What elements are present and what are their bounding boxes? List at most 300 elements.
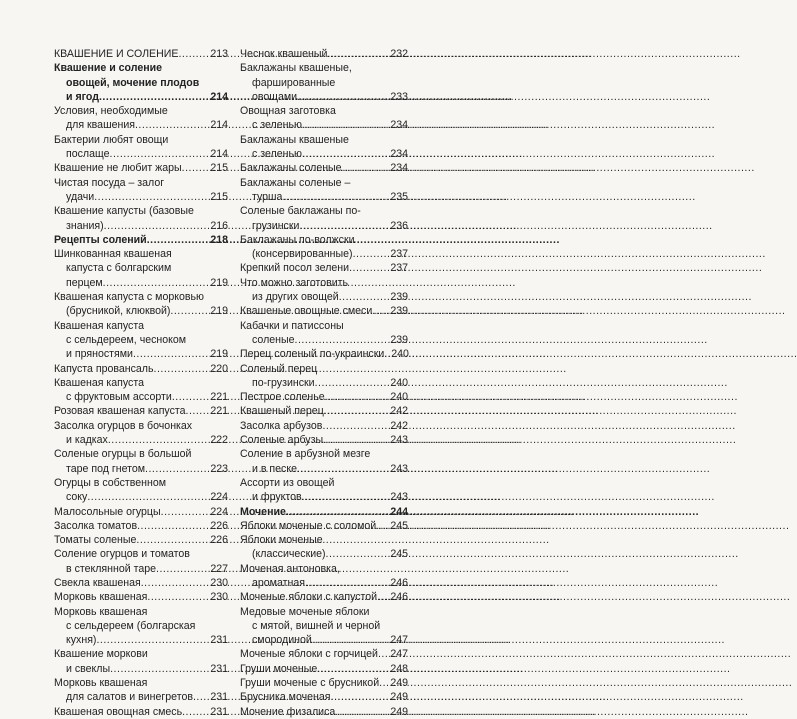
toc-entry xyxy=(240,304,408,318)
toc-entry-line: Медовые моченые яблоки xyxy=(240,605,370,618)
toc-entry-last-line xyxy=(240,705,408,719)
toc-leader-dots xyxy=(137,519,209,533)
toc-entry-line: Соление в арбузной мезге xyxy=(240,448,371,461)
toc-entry-title: Капуста провансаль xyxy=(54,362,154,375)
toc-leader-dots xyxy=(295,333,390,347)
toc-entry-title: смородиной xyxy=(252,634,312,647)
toc-entry-title: Мочение физалиса xyxy=(240,705,336,718)
toc-leader-dots xyxy=(335,705,389,719)
toc-leader-dots xyxy=(353,247,390,261)
toc-entry-last-line xyxy=(240,261,408,275)
toc-leader-dots xyxy=(312,633,390,647)
toc-entry xyxy=(54,47,228,61)
toc-entry xyxy=(240,705,408,719)
toc-page-number: 249 xyxy=(390,705,408,718)
toc-entry-last-line xyxy=(54,490,228,504)
toc-entry-line: фаршированные xyxy=(252,76,336,89)
toc-entry xyxy=(240,605,408,648)
toc-page-number: 231 xyxy=(210,691,228,704)
toc-entry-last-line xyxy=(240,590,408,604)
toc-entry-title: послаще xyxy=(66,148,110,161)
toc-entry xyxy=(240,61,408,104)
toc-entry xyxy=(54,590,228,604)
toc-entry xyxy=(54,476,228,505)
toc-leader-dots xyxy=(305,576,389,590)
toc-page-number: 239 xyxy=(390,305,408,318)
toc-page-number: 237 xyxy=(390,262,408,275)
toc-entry-last-line xyxy=(240,505,408,519)
toc-entry-line: Огурцы в собственном xyxy=(54,476,167,489)
toc-entry xyxy=(54,519,228,533)
toc-entry-title: и в песке xyxy=(252,462,298,475)
toc-entry-title: Мочение xyxy=(240,505,286,518)
toc-leader-dots xyxy=(302,147,389,161)
toc-leader-dots xyxy=(154,362,210,376)
toc-entry-title: овощами xyxy=(252,90,298,103)
toc-page-number: 220 xyxy=(210,362,228,375)
toc-page-number: 230 xyxy=(210,591,228,604)
toc-page-number: 248 xyxy=(390,662,408,675)
toc-page-number: 222 xyxy=(210,434,228,447)
toc-leader-dots xyxy=(193,690,209,704)
toc-entry-last-line xyxy=(54,662,228,676)
toc-entry xyxy=(240,505,408,519)
toc-page-number: 219 xyxy=(210,276,228,289)
toc-leader-dots xyxy=(324,404,390,418)
toc-entry xyxy=(240,662,408,676)
toc-entry-title: для салатов и винегретов xyxy=(66,691,193,704)
toc-leader-dots xyxy=(282,190,389,204)
toc-entry-line: Морковь квашеная xyxy=(54,677,148,690)
toc-entry-line: Баклажаны квашеные, xyxy=(240,62,352,75)
toc-entry xyxy=(54,647,228,676)
toc-entry-last-line xyxy=(54,633,228,647)
toc-entry-last-line xyxy=(240,247,408,261)
toc-entry-line: с сельдереем (болгарская xyxy=(66,619,196,632)
toc-page-number: 233 xyxy=(390,90,408,103)
toc-leader-dots xyxy=(135,118,209,132)
toc-entry xyxy=(54,247,228,290)
toc-entry-line: Квашеная капуста с морковью xyxy=(54,291,204,304)
toc-entry-last-line xyxy=(54,304,228,318)
toc-entry-line: Что можно заготовить xyxy=(240,276,349,289)
toc-entry xyxy=(54,705,228,719)
toc-entry-last-line xyxy=(240,462,408,476)
toc-entry-last-line xyxy=(54,505,228,519)
toc-entry-last-line xyxy=(240,147,408,161)
toc-entry xyxy=(240,319,408,348)
toc-entry-last-line xyxy=(54,362,228,376)
toc-entry-title: для квашения xyxy=(66,119,135,132)
toc-entry xyxy=(240,276,408,305)
toc-entry-title: с фруктовым ассорти xyxy=(66,391,172,404)
toc-entry-last-line xyxy=(240,290,408,304)
toc-entry-last-line xyxy=(54,118,228,132)
toc-entry xyxy=(240,476,408,505)
toc-entry-line: Ассорти из овощей xyxy=(240,476,335,489)
toc-entry-last-line xyxy=(240,404,408,418)
toc-entry-title: соленые xyxy=(252,333,295,346)
toc-entry-title: и свеклы xyxy=(66,662,111,675)
toc-entry-title: Малосольные огурцы xyxy=(54,505,161,518)
toc-entry xyxy=(240,204,408,233)
toc-leader-dots xyxy=(302,490,390,504)
toc-entry-line: Чистая посуда – залог xyxy=(54,176,165,189)
toc-entry-last-line xyxy=(240,633,408,647)
toc-entry-line: Условия, необходимые xyxy=(54,105,168,118)
toc-entry-title: по-грузински xyxy=(252,376,315,389)
toc-leader-dots xyxy=(286,505,389,519)
toc-entry-last-line xyxy=(240,118,408,132)
toc-entry xyxy=(54,176,228,205)
toc-leader-dots xyxy=(302,118,389,132)
toc-entry-title: Свекла квашеная xyxy=(54,576,141,589)
toc-leader-dots xyxy=(147,590,209,604)
toc-entry-last-line xyxy=(240,376,408,390)
toc-entry-last-line xyxy=(240,219,408,233)
toc-entry-title: Моченые яблоки с капустой xyxy=(240,591,378,604)
toc-page-number: 231 xyxy=(210,634,228,647)
toc-leader-dots xyxy=(141,576,210,590)
toc-entry-last-line xyxy=(54,161,228,175)
toc-entry-title: Груши моченые xyxy=(240,662,318,675)
toc-page-number: 239 xyxy=(390,291,408,304)
toc-entry-line: с сельдереем, чесноком xyxy=(66,333,187,346)
toc-leader-dots xyxy=(182,705,209,719)
toc-entry xyxy=(54,505,228,519)
toc-entry-last-line xyxy=(240,676,408,690)
toc-entry-last-line xyxy=(54,462,228,476)
toc-entry-line: Соленые баклажаны по- xyxy=(240,205,361,218)
toc-leader-dots xyxy=(110,662,209,676)
toc-entry-title: соку xyxy=(66,491,88,504)
toc-page-number: 231 xyxy=(210,705,228,718)
toc-entry xyxy=(54,104,228,133)
toc-page-number: 242 xyxy=(390,419,408,432)
toc-entry-title: Засолка арбузов xyxy=(240,419,323,432)
toc-entry-title: Моченые яблоки с горчицей xyxy=(240,648,378,661)
toc-entry-last-line xyxy=(240,433,408,447)
toc-entry-last-line xyxy=(240,519,408,533)
toc-entry xyxy=(54,61,228,104)
toc-entry-last-line xyxy=(54,90,228,104)
toc-page-number: 242 xyxy=(390,405,408,418)
toc-entry-line: Кабачки и патиссоны xyxy=(240,319,344,332)
toc-entry-title: и пряностями xyxy=(66,348,133,361)
toc-entry-title: Квашеная овощная смесь xyxy=(54,705,183,718)
toc-page-number: 215 xyxy=(210,162,228,175)
toc-leader-dots xyxy=(331,690,390,704)
toc-page-number: 246 xyxy=(390,576,408,589)
toc-entry-title: Брусника моченая xyxy=(240,691,331,704)
toc-entry-title: Перец соленый по-украински xyxy=(240,348,385,361)
toc-leader-dots xyxy=(108,433,209,447)
toc-leader-dots xyxy=(103,276,210,290)
toc-entry xyxy=(54,376,228,405)
toc-page-number: 247 xyxy=(390,648,408,661)
toc-entry-last-line xyxy=(240,190,408,204)
toc-leader-dots xyxy=(299,219,389,233)
toc-entry-title: и ягод xyxy=(66,90,99,103)
toc-entry-line: Морковь квашеная xyxy=(54,605,148,618)
toc-entry xyxy=(240,404,408,418)
toc-leader-dots xyxy=(156,562,209,576)
toc-entry-last-line xyxy=(54,433,228,447)
toc-entry xyxy=(54,290,228,319)
toc-entry xyxy=(54,204,228,233)
toc-entry-last-line xyxy=(54,576,228,590)
toc-entry-title: с зеленью xyxy=(252,148,302,161)
toc-page-number: 214 xyxy=(210,90,228,103)
toc-page-number: 237 xyxy=(390,248,408,261)
toc-leader-dots xyxy=(315,376,390,390)
toc-leader-dots xyxy=(133,347,209,361)
toc-entry-last-line xyxy=(240,576,408,590)
toc-right-column xyxy=(240,47,408,719)
toc-entry xyxy=(240,161,408,175)
toc-entry-last-line xyxy=(54,404,228,418)
toc-page-number: 224 xyxy=(210,491,228,504)
toc-page-number: 214 xyxy=(210,119,228,132)
toc-entry xyxy=(240,362,408,391)
toc-entry-last-line xyxy=(54,705,228,719)
toc-entry xyxy=(240,390,408,404)
toc-entry-last-line xyxy=(240,161,408,175)
toc-page-number: 243 xyxy=(390,491,408,504)
toc-entry-last-line xyxy=(54,233,228,247)
toc-page-number: 231 xyxy=(210,662,228,675)
toc-page-number: 234 xyxy=(390,162,408,175)
toc-entry-title: с зеленью xyxy=(252,119,302,132)
toc-page-number: 239 xyxy=(390,333,408,346)
toc-entry xyxy=(240,433,408,447)
toc-entry-line: Соленые огурцы в большой xyxy=(54,448,192,461)
toc-leader-dots xyxy=(349,261,389,275)
toc-page-number: 215 xyxy=(210,190,228,203)
toc-leader-dots xyxy=(378,647,389,661)
toc-left-column xyxy=(54,47,228,719)
toc-entry xyxy=(54,576,228,590)
toc-entry-line: Моченая антоновка, xyxy=(240,562,340,575)
toc-entry xyxy=(240,47,408,61)
toc-page-number: 221 xyxy=(210,391,228,404)
toc-entry-title: Розовая квашеная капуста xyxy=(54,405,186,418)
toc-entry-title: ароматная xyxy=(252,576,305,589)
toc-entry-title: в стеклянной таре xyxy=(66,562,157,575)
toc-page-number: 224 xyxy=(210,505,228,518)
toc-entry-title: кухня) xyxy=(66,634,97,647)
toc-entry-title: Морковь квашеная xyxy=(54,591,148,604)
toc-entry-title: (классические) xyxy=(252,548,326,561)
toc-entry-line: Засолка огурцов в бочонках xyxy=(54,419,193,432)
toc-entry-line: Яблоки моченые xyxy=(240,534,323,547)
toc-entry-last-line xyxy=(240,662,408,676)
toc-leader-dots xyxy=(372,304,389,318)
toc-page-number: 240 xyxy=(390,376,408,389)
toc-entry-line: Овощная заготовка xyxy=(240,105,336,118)
toc-page-number: 226 xyxy=(210,534,228,547)
toc-entry-last-line xyxy=(54,519,228,533)
toc-entry-last-line xyxy=(240,647,408,661)
toc-leader-dots xyxy=(170,304,209,318)
toc-page-number: 249 xyxy=(390,691,408,704)
toc-entry xyxy=(240,447,408,476)
toc-entry-last-line xyxy=(54,219,228,233)
toc-page-number: 245 xyxy=(390,548,408,561)
toc-page-number: 247 xyxy=(390,634,408,647)
toc-leader-dots xyxy=(161,505,210,519)
toc-entry-title: Рецепты солений xyxy=(54,233,147,246)
toc-entry-last-line xyxy=(240,333,408,347)
toc-entry xyxy=(240,690,408,704)
toc-leader-dots xyxy=(326,547,390,561)
toc-page-number: 218 xyxy=(210,233,228,246)
toc-entry-line: Квашение капусты (базовые xyxy=(54,205,194,218)
toc-entry xyxy=(240,104,408,133)
toc-entry xyxy=(240,176,408,205)
toc-entry-title: из других овощей xyxy=(252,291,339,304)
toc-leader-dots xyxy=(323,433,389,447)
toc-leader-dots xyxy=(342,161,390,175)
toc-entry xyxy=(240,347,408,361)
toc-entry-line: Бактерии любят овощи xyxy=(54,133,169,146)
toc-entry-title: Чеснок квашеный xyxy=(240,48,328,60)
toc-entry-title: знания) xyxy=(66,219,104,232)
toc-entry-title: Томаты соленые xyxy=(54,534,137,547)
toc-entry-title: Квашеные овощные смеси xyxy=(240,305,373,318)
toc-page-number: 221 xyxy=(210,405,228,418)
toc-entry-last-line xyxy=(54,390,228,404)
toc-entry xyxy=(54,676,228,705)
toc-page-number: 223 xyxy=(210,462,228,475)
toc-entry-last-line xyxy=(240,390,408,404)
toc-entry-title: удачи xyxy=(66,190,95,203)
toc-entry xyxy=(240,676,408,690)
toc-entry-title: Пестрое соленье xyxy=(240,391,325,404)
toc-entry-line: Квашение и соление xyxy=(54,62,163,75)
toc-page-number: 214 xyxy=(210,148,228,161)
toc-entry xyxy=(240,261,408,275)
toc-entry-last-line xyxy=(54,533,228,547)
toc-entry-last-line xyxy=(54,690,228,704)
toc-page-number: 232 xyxy=(390,48,408,60)
toc-entry-title: грузински xyxy=(252,219,300,232)
toc-entry xyxy=(54,362,228,376)
toc-entry-title: Квашение не любит жары xyxy=(54,162,182,175)
toc-entry xyxy=(240,419,408,433)
toc-leader-dots xyxy=(297,90,389,104)
toc-entry-line: Квашеная капуста xyxy=(54,376,144,389)
toc-leader-dots xyxy=(94,190,209,204)
toc-leader-dots xyxy=(376,519,389,533)
toc-leader-dots xyxy=(145,462,209,476)
toc-entry xyxy=(54,419,228,448)
toc-entry-line: овощей, мочение плодов xyxy=(66,76,200,89)
toc-entry xyxy=(54,605,228,648)
toc-entry xyxy=(54,133,228,162)
toc-page-number: 216 xyxy=(210,219,228,232)
toc-leader-dots xyxy=(379,676,389,690)
toc-entry-last-line xyxy=(54,562,228,576)
toc-page-number: 230 xyxy=(210,576,228,589)
toc-entry-title: Крепкий посол зелени xyxy=(240,262,350,275)
toc-entry-last-line xyxy=(240,690,408,704)
toc-leader-dots xyxy=(186,404,210,418)
toc-entry xyxy=(240,562,408,591)
toc-entry xyxy=(54,533,228,547)
toc-leader-dots xyxy=(110,147,210,161)
toc-entry-title: (брусникой, клюквой) xyxy=(66,305,171,318)
toc-entry xyxy=(240,233,408,262)
toc-entry xyxy=(54,547,228,576)
toc-page-number: 235 xyxy=(390,190,408,203)
toc-entry xyxy=(240,647,408,661)
toc-entry-last-line xyxy=(240,47,408,61)
toc-entry-title: Соленые арбузы xyxy=(240,434,324,447)
toc-entry-title: Квашеный перец xyxy=(240,405,324,418)
toc-entry-line: Квашение моркови xyxy=(54,648,148,661)
toc-leader-dots xyxy=(147,233,210,247)
toc-entry-line: Баклажаны по-волжски xyxy=(240,233,355,246)
toc-leader-dots xyxy=(136,533,209,547)
toc-page-number: 226 xyxy=(210,519,228,532)
toc-entry-line: Баклажаны квашеные xyxy=(240,133,349,146)
toc-leader-dots xyxy=(339,290,390,304)
toc-leader-dots xyxy=(104,219,210,233)
toc-entry xyxy=(240,533,408,562)
toc-entry-last-line xyxy=(54,147,228,161)
toc-leader-dots xyxy=(325,390,390,404)
toc-entry-title: КВАШЕНИЕ И СОЛЕНИЕ xyxy=(54,48,179,60)
toc-leader-dots xyxy=(87,490,209,504)
toc-page-number: 249 xyxy=(390,677,408,690)
toc-leader-dots xyxy=(96,633,209,647)
toc-entry-last-line xyxy=(54,347,228,361)
toc-page-number: 213 xyxy=(210,48,228,60)
toc-page-number: 243 xyxy=(390,434,408,447)
toc-page-number: 240 xyxy=(391,348,409,361)
toc-entry-title: Баклажаны соленые xyxy=(240,162,342,175)
toc-leader-dots xyxy=(327,47,389,61)
toc-page-number: 243 xyxy=(390,462,408,475)
toc-entry-last-line xyxy=(240,490,408,504)
toc-entry-last-line xyxy=(54,190,228,204)
toc-page-number: 234 xyxy=(390,148,408,161)
toc-page-number: 245 xyxy=(390,519,408,532)
toc-entry xyxy=(240,519,408,533)
toc-leader-dots xyxy=(317,662,389,676)
toc-page-number: 236 xyxy=(390,219,408,232)
toc-entry-line: Соленый перец xyxy=(240,362,318,375)
toc-entry-last-line xyxy=(240,347,408,361)
toc-entry-title: (консервированные) xyxy=(252,248,353,261)
toc-entry-last-line xyxy=(54,276,228,290)
toc-entry xyxy=(240,590,408,604)
toc-leader-dots xyxy=(172,390,210,404)
toc-entry-line: с мятой, вишней и черной xyxy=(252,619,381,632)
toc-leader-dots xyxy=(322,419,389,433)
toc-page-number: 246 xyxy=(390,591,408,604)
toc-page-number: 240 xyxy=(390,391,408,404)
toc-entry-title: и фруктов xyxy=(252,491,302,504)
toc-entry-title: турша xyxy=(252,190,283,203)
toc-entry-last-line xyxy=(54,47,228,61)
toc-entry-line: капуста с болгарским xyxy=(66,262,172,275)
toc-entry-last-line xyxy=(240,419,408,433)
toc-entry-title: Засолка томатов xyxy=(54,519,138,532)
toc-entry-title: Груши моченые с брусникой xyxy=(240,677,380,690)
toc-page-number: 219 xyxy=(210,348,228,361)
